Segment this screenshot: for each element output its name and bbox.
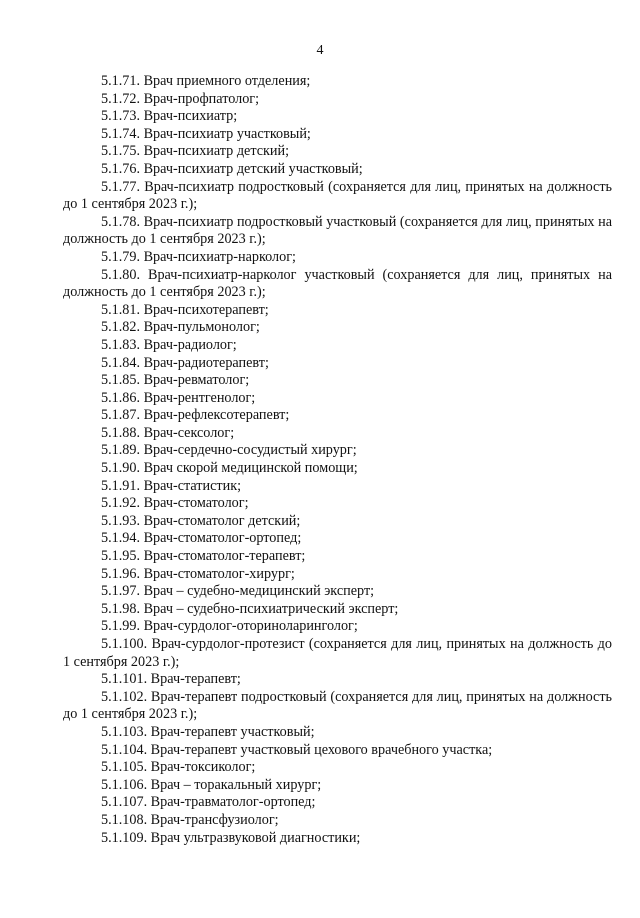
list-item: 5.1.96. Врач-стоматолог-хирург; xyxy=(101,565,295,582)
list-item: 5.1.89. Врач-сердечно-сосудистый хирург; xyxy=(101,442,357,459)
list-item: 5.1.84. Врач-радиотерапевт; xyxy=(101,354,269,371)
list-item: 5.1.77. Врач-психиатр подростковый (сохраняется для лиц, принятых на должность до 1 сентября 2023 г.); xyxy=(63,178,612,213)
list-item: 5.1.100. Врач-сурдолог-протезист (сохраняется для лиц, принятых на должность до 1 сентября 2023 г.); xyxy=(63,636,612,670)
list-item: 5.1.76. Врач-психиатр детский участковый; xyxy=(101,160,363,177)
list-item: 5.1.94. Врач-стоматолог-ортопед; xyxy=(101,530,302,547)
list-item: 5.1.85. Врач-ревматолог; xyxy=(101,372,250,389)
list-item: 5.1.90. Врач скорой медицинской помощи; xyxy=(101,460,358,477)
list-item: 5.1.104. Врач-терапевт участковый цехового врачебного участка; xyxy=(101,741,493,758)
list-item: 5.1.103. Врач-терапевт участковый; xyxy=(101,723,315,740)
list-item: 5.1.98. Врач – судебно-психиатрический эксперт; xyxy=(101,600,399,617)
list-item: 5.1.107. Врач-травматолог-ортопед; xyxy=(101,794,316,811)
document-body xyxy=(63,73,612,847)
list-item: 5.1.105. Врач-токсиколог; xyxy=(101,759,256,776)
list-item: 5.1.78. Врач-психиатр подростковый участковый (сохраняется для лиц, принятых на должность до 1 сентября 2023 г.); xyxy=(63,213,612,248)
list-item: 5.1.99. Врач-сурдолог-оториноларинголог; xyxy=(101,618,358,635)
list-item: 5.1.92. Врач-стоматолог; xyxy=(101,495,249,512)
list-item: 5.1.72. Врач-профпатолог; xyxy=(101,90,260,107)
list-item: 5.1.82. Врач-пульмонолог; xyxy=(101,319,260,336)
list-item: 5.1.75. Врач-психиатр детский; xyxy=(101,143,290,160)
list-item: 5.1.93. Врач-стоматолог детский; xyxy=(101,512,301,529)
list-item: 5.1.86. Врач-рентгенолог; xyxy=(101,389,256,406)
list-item: 5.1.81. Врач-психотерапевт; xyxy=(101,301,269,318)
list-item: 5.1.83. Врач-радиолог; xyxy=(101,336,237,353)
list-item: 5.1.106. Врач – торакальный хирург; xyxy=(101,776,322,793)
list-item: 5.1.79. Врач-психиатр-нарколог; xyxy=(101,248,296,265)
page-number: 4 xyxy=(316,43,324,58)
list-item: 5.1.80. Врач-психиатр-нарколог участковый (сохраняется для лиц, принятых на должность до 1 сентября 2023 г.); xyxy=(63,266,612,301)
list-item: 5.1.95. Врач-стоматолог-терапевт; xyxy=(101,548,306,565)
list-item: 5.1.74. Врач-психиатр участковый; xyxy=(101,125,311,142)
list-item: 5.1.88. Врач-сексолог; xyxy=(101,424,235,441)
list-item: 5.1.109. Врач ультразвуковой диагностики; xyxy=(101,829,361,846)
list-item: 5.1.102. Врач-терапевт подростковый (сохраняется для лиц, принятых на должность до 1 сентября 2023 г.); xyxy=(63,688,612,723)
list-item: 5.1.101. Врач-терапевт; xyxy=(101,671,241,688)
list-item: 5.1.71. Врач приемного отделения; xyxy=(101,73,311,89)
list-item: 5.1.73. Врач-психиатр; xyxy=(101,108,238,125)
list-item: 5.1.97. Врач – судебно-медицинский эксперт; xyxy=(101,583,375,600)
list-item: 5.1.91. Врач-статистик; xyxy=(101,477,242,494)
list-item: 5.1.108. Врач-трансфузиолог; xyxy=(101,811,279,828)
list-item: 5.1.87. Врач-рефлексотерапевт; xyxy=(101,407,290,424)
